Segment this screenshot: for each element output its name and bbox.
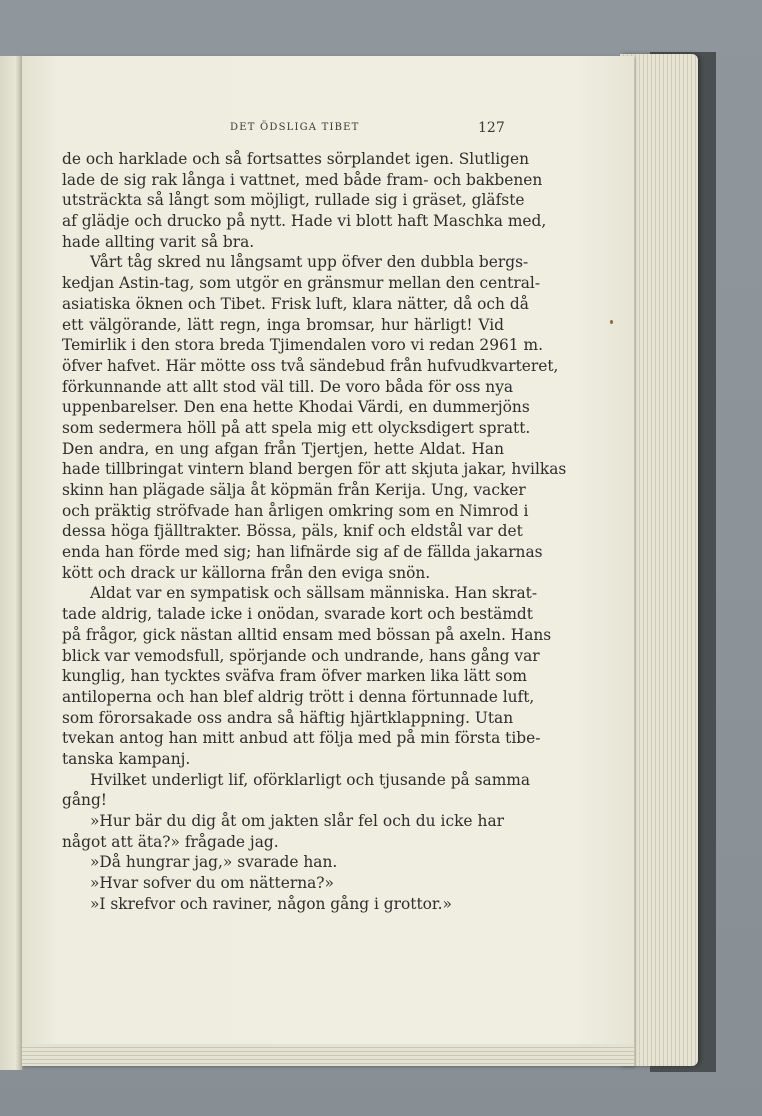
page-number: 127 — [478, 120, 505, 136]
text-line: hade allting varit så bra. — [62, 232, 255, 251]
text-line: de och harklade och så fortsattes sörplandet igen. Slutligen — [62, 150, 530, 168]
text-line: uppenbarelser. Den ena hette Khodai Värdi, en dummerjöns — [62, 398, 530, 417]
text-line: ett välgörande, lätt regn, inga bromsar, hur härligt! Vid — [62, 315, 504, 334]
text-line: kedjan Astin-tag, som utgör en gränsmur mellan den central- — [62, 274, 541, 293]
text-line: antiloperna och han blef aldrig trött i denna förtunnade luft, — [62, 687, 535, 706]
text-line: Vårt tåg skred nu långsamt upp öfver den dubbla bergs- — [90, 253, 529, 272]
facing-page-edge — [0, 56, 23, 1070]
text-line: blick var vemodsfull, spörjande och undrande, hans gång var — [62, 646, 540, 665]
text-line: något att äta?» frågade jag. — [62, 832, 279, 851]
text-line: som sedermera höll på att spela mig ett olycksdigert spratt. — [62, 418, 531, 437]
text-line: af glädje och drucko på nytt. Hade vi blott haft Maschka med, — [62, 212, 547, 231]
text-line: »Hvar sofver du om nätterna?» — [90, 874, 334, 893]
running-head-title: DET ÖDSLIGA TIBET — [230, 122, 360, 133]
text-line: utsträckta så långt som möjligt, rullade sig i gräset, gläfste — [62, 191, 525, 210]
text-line: tvekan antog han mitt anbud att följa med på min första tibe- — [62, 729, 541, 748]
body-text — [62, 149, 567, 914]
page-stack-bottom-edge — [22, 1044, 634, 1066]
text-line: Temirlik i den stora breda Tjimendalen voro vi redan 2961 m. — [62, 336, 543, 355]
text-line: Aldat var en sympatisk och sällsam människa. Han skrat- — [90, 584, 538, 603]
text-line: förkunnande att allt stod väl till. De voro båda för oss nya — [62, 377, 514, 396]
text-line: dessa höga fjälltrakter. Bössa, päls, knif och eldstål var det — [62, 522, 523, 541]
text-line: Den andra, en ung afgan från Tjertjen, hette Aldat. Han — [62, 439, 504, 458]
running-head — [0, 122, 762, 142]
text-line: kött och drack ur källorna från den eviga snön. — [62, 563, 431, 582]
text-line: Hvilket underligt lif, oförklarligt och tjusande på samma — [90, 770, 531, 789]
text-line: hade tillbringat vintern bland bergen för att skjuta jakar, hvilkas — [62, 460, 567, 479]
text-line: gång! — [62, 791, 107, 810]
text-line: öfver hafvet. Här mötte oss två sändebud från hufvudkvarteret, — [62, 356, 559, 375]
text-line: asiatiska öknen och Tibet. Frisk luft, klara nätter, då och då — [62, 294, 529, 313]
text-line: »I skrefvor och raviner, någon gång i grottor.» — [90, 894, 452, 913]
text-line: tanska kampanj. — [62, 749, 191, 768]
text-line: lade de sig rak långa i vattnet, med både fram- och bakbenen — [62, 170, 543, 189]
text-line: »Då hungrar jag,» svarade han. — [90, 853, 338, 872]
text-line: som förorsakade oss andra så häftig hjärtklappning. Utan — [62, 708, 514, 727]
paper-speck — [610, 320, 613, 324]
text-line: kunglig, han tycktes sväfva fram öfver marken lika lätt som — [62, 667, 527, 686]
text-line: tade aldrig, talade icke i onödan, svarade kort och bestämdt — [62, 605, 533, 624]
text-line: skinn han plägade sälja åt köpmän från Kerija. Ung, vacker — [62, 481, 526, 499]
text-line: och präktig ströfvade han årligen omkring som en Nimrod i — [62, 501, 529, 520]
text-line: på frågor, gick nästan alltid ensam med bössan på axeln. Hans — [62, 625, 552, 644]
text-line: »Hur bär du dig åt om jakten slår fel och du icke har — [90, 812, 504, 830]
text-line: enda han förde med sig; han lifnärde sig af de fällda jakarnas — [62, 543, 543, 562]
